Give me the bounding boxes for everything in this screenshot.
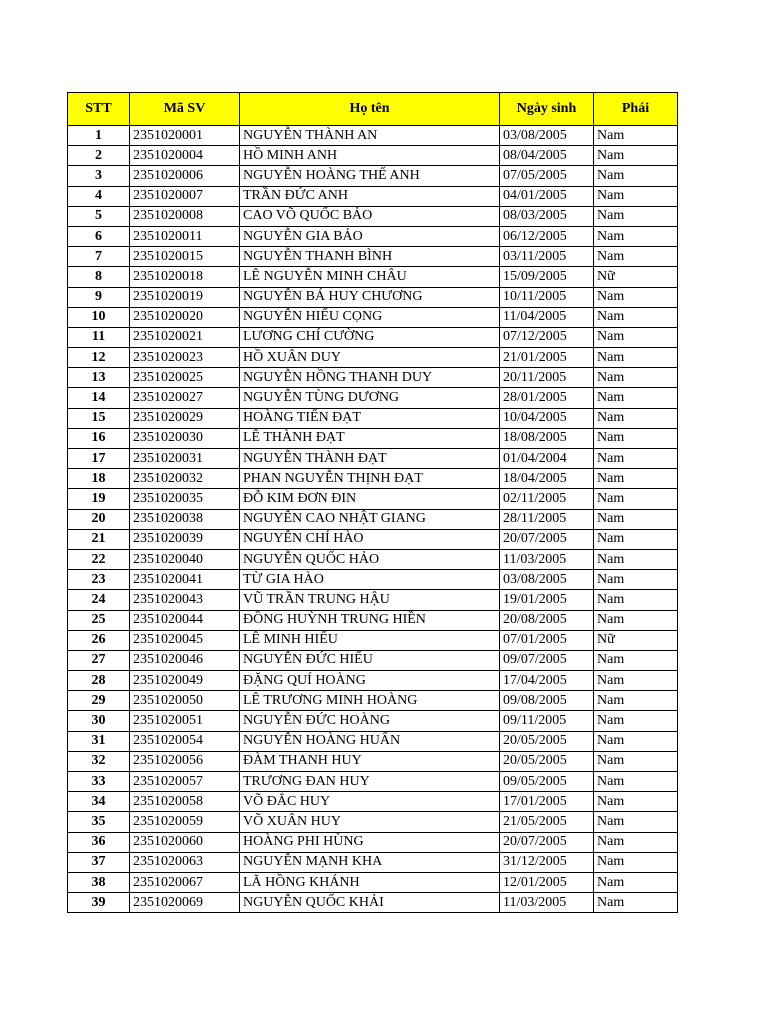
row-student-id: 2351020027	[130, 388, 240, 408]
row-gender: Nam	[594, 731, 678, 751]
row-student-id: 2351020059	[130, 812, 240, 832]
table-row	[68, 832, 678, 852]
row-stt: 26	[68, 630, 130, 650]
row-stt: 29	[68, 691, 130, 711]
row-gender: Nam	[594, 388, 678, 408]
row-student-id: 2351020011	[130, 226, 240, 246]
row-student-id: 2351020046	[130, 650, 240, 670]
row-gender: Nam	[594, 772, 678, 792]
row-birth-date: 11/04/2005	[500, 307, 594, 327]
row-stt: 37	[68, 852, 130, 872]
table-row	[68, 226, 678, 246]
table-row	[68, 610, 678, 630]
row-full-name: TỪ GIA HÀO	[240, 570, 500, 590]
table-row	[68, 408, 678, 428]
row-full-name: HỒ XUÂN DUY	[240, 348, 500, 368]
row-birth-date: 09/05/2005	[500, 772, 594, 792]
row-birth-date: 20/07/2005	[500, 529, 594, 549]
row-student-id: 2351020035	[130, 489, 240, 509]
row-gender: Nam	[594, 792, 678, 812]
row-student-id: 2351020008	[130, 206, 240, 226]
row-full-name: LÊ NGUYỄN MINH CHÂU	[240, 267, 500, 287]
row-full-name: NGUYỄN CAO NHẬT GIANG	[240, 509, 500, 529]
table-row	[68, 570, 678, 590]
row-stt: 38	[68, 872, 130, 892]
header-stt: STT	[68, 93, 130, 126]
row-full-name: ĐÀM THANH HUY	[240, 751, 500, 771]
row-gender: Nam	[594, 449, 678, 469]
row-stt: 19	[68, 489, 130, 509]
table-row	[68, 731, 678, 751]
table-row	[68, 267, 678, 287]
row-birth-date: 15/09/2005	[500, 267, 594, 287]
row-birth-date: 11/03/2005	[500, 893, 594, 913]
row-stt: 20	[68, 509, 130, 529]
row-full-name: VÕ ĐẮC HUY	[240, 792, 500, 812]
row-full-name: HOÀNG TIẾN ĐẠT	[240, 408, 500, 428]
row-full-name: NGUYỄN ĐỨC HOÀNG	[240, 711, 500, 731]
table-row	[68, 449, 678, 469]
row-stt: 1	[68, 126, 130, 146]
table-row	[68, 186, 678, 206]
row-gender: Nam	[594, 469, 678, 489]
table-row	[68, 307, 678, 327]
row-student-id: 2351020054	[130, 731, 240, 751]
row-full-name: LÊ TRƯƠNG MINH HOÀNG	[240, 691, 500, 711]
row-birth-date: 20/07/2005	[500, 832, 594, 852]
row-full-name: NGUYỄN QUỐC HẢO	[240, 549, 500, 569]
row-student-id: 2351020056	[130, 751, 240, 771]
table-row	[68, 146, 678, 166]
row-gender: Nam	[594, 872, 678, 892]
row-student-id: 2351020006	[130, 166, 240, 186]
row-birth-date: 10/04/2005	[500, 408, 594, 428]
row-gender: Nữ	[594, 267, 678, 287]
row-student-id: 2351020018	[130, 267, 240, 287]
row-stt: 16	[68, 428, 130, 448]
row-full-name: NGUYỄN THÀNH AN	[240, 126, 500, 146]
row-gender: Nam	[594, 287, 678, 307]
row-stt: 13	[68, 368, 130, 388]
table-row	[68, 126, 678, 146]
row-gender: Nam	[594, 549, 678, 569]
row-gender: Nam	[594, 368, 678, 388]
row-birth-date: 09/08/2005	[500, 691, 594, 711]
row-birth-date: 07/12/2005	[500, 327, 594, 347]
row-full-name: NGUYỄN HOÀNG THẾ ANH	[240, 166, 500, 186]
row-student-id: 2351020069	[130, 893, 240, 913]
row-full-name: NGUYỄN ĐỨC HIẾU	[240, 650, 500, 670]
row-birth-date: 17/01/2005	[500, 792, 594, 812]
row-student-id: 2351020015	[130, 247, 240, 267]
row-student-id: 2351020043	[130, 590, 240, 610]
row-gender: Nam	[594, 590, 678, 610]
row-birth-date: 20/08/2005	[500, 610, 594, 630]
row-stt: 8	[68, 267, 130, 287]
row-stt: 5	[68, 206, 130, 226]
table-row	[68, 489, 678, 509]
row-student-id: 2351020050	[130, 691, 240, 711]
row-full-name: NGUYỄN BÁ HUY CHƯƠNG	[240, 287, 500, 307]
row-birth-date: 09/11/2005	[500, 711, 594, 731]
row-student-id: 2351020029	[130, 408, 240, 428]
row-birth-date: 03/08/2005	[500, 570, 594, 590]
row-student-id: 2351020032	[130, 469, 240, 489]
row-student-id: 2351020060	[130, 832, 240, 852]
row-birth-date: 21/05/2005	[500, 812, 594, 832]
row-full-name: CAO VÕ QUỐC BẢO	[240, 206, 500, 226]
row-student-id: 2351020001	[130, 126, 240, 146]
row-gender: Nữ	[594, 630, 678, 650]
row-stt: 21	[68, 529, 130, 549]
row-birth-date: 17/04/2005	[500, 671, 594, 691]
row-gender: Nam	[594, 307, 678, 327]
row-student-id: 2351020031	[130, 449, 240, 469]
row-full-name: NGUYỄN QUỐC KHẢI	[240, 893, 500, 913]
row-student-id: 2351020025	[130, 368, 240, 388]
row-full-name: VÕ XUÂN HUY	[240, 812, 500, 832]
table-row	[68, 792, 678, 812]
row-birth-date: 20/05/2005	[500, 751, 594, 771]
row-stt: 17	[68, 449, 130, 469]
row-stt: 3	[68, 166, 130, 186]
row-full-name: TRẦN ĐỨC ANH	[240, 186, 500, 206]
row-birth-date: 21/01/2005	[500, 348, 594, 368]
row-birth-date: 04/01/2005	[500, 186, 594, 206]
row-student-id: 2351020057	[130, 772, 240, 792]
row-full-name: NGUYỄN THANH BÌNH	[240, 247, 500, 267]
table-row	[68, 529, 678, 549]
table-row	[68, 428, 678, 448]
row-birth-date: 07/05/2005	[500, 166, 594, 186]
row-gender: Nam	[594, 529, 678, 549]
row-stt: 35	[68, 812, 130, 832]
row-full-name: NGUYỄN GIA BẢO	[240, 226, 500, 246]
row-stt: 23	[68, 570, 130, 590]
row-full-name: HỒ MINH ANH	[240, 146, 500, 166]
row-student-id: 2351020039	[130, 529, 240, 549]
row-gender: Nam	[594, 186, 678, 206]
row-birth-date: 09/07/2005	[500, 650, 594, 670]
row-gender: Nam	[594, 671, 678, 691]
row-birth-date: 20/11/2005	[500, 368, 594, 388]
row-full-name: NGUYỄN MẠNH KHA	[240, 852, 500, 872]
row-student-id: 2351020067	[130, 872, 240, 892]
row-birth-date: 07/01/2005	[500, 630, 594, 650]
table-row	[68, 893, 678, 913]
row-birth-date: 28/11/2005	[500, 509, 594, 529]
row-full-name: TRƯƠNG ĐAN HUY	[240, 772, 500, 792]
table-header	[68, 93, 678, 126]
row-birth-date: 11/03/2005	[500, 549, 594, 569]
row-stt: 28	[68, 671, 130, 691]
table-row	[68, 691, 678, 711]
table-row	[68, 509, 678, 529]
row-stt: 7	[68, 247, 130, 267]
table-row	[68, 671, 678, 691]
row-gender: Nam	[594, 126, 678, 146]
row-stt: 27	[68, 650, 130, 670]
row-gender: Nam	[594, 751, 678, 771]
table-row	[68, 166, 678, 186]
row-gender: Nam	[594, 852, 678, 872]
row-stt: 14	[68, 388, 130, 408]
row-student-id: 2351020007	[130, 186, 240, 206]
table-row	[68, 630, 678, 650]
row-stt: 24	[68, 590, 130, 610]
row-birth-date: 19/01/2005	[500, 590, 594, 610]
row-gender: Nam	[594, 247, 678, 267]
row-gender: Nam	[594, 570, 678, 590]
row-birth-date: 06/12/2005	[500, 226, 594, 246]
table-row	[68, 812, 678, 832]
row-gender: Nam	[594, 428, 678, 448]
table-row	[68, 872, 678, 892]
row-full-name: NGUYỄN THÀNH ĐẠT	[240, 449, 500, 469]
table-row	[68, 388, 678, 408]
row-full-name: LƯƠNG CHÍ CƯỜNG	[240, 327, 500, 347]
row-student-id: 2351020020	[130, 307, 240, 327]
row-birth-date: 02/11/2005	[500, 489, 594, 509]
row-full-name: LÃ HỒNG KHÁNH	[240, 872, 500, 892]
table-row	[68, 852, 678, 872]
header-row	[68, 93, 678, 126]
row-birth-date: 03/11/2005	[500, 247, 594, 267]
row-stt: 6	[68, 226, 130, 246]
row-birth-date: 20/05/2005	[500, 731, 594, 751]
row-birth-date: 03/08/2005	[500, 126, 594, 146]
row-birth-date: 10/11/2005	[500, 287, 594, 307]
row-gender: Nam	[594, 146, 678, 166]
row-student-id: 2351020021	[130, 327, 240, 347]
row-birth-date: 01/04/2004	[500, 449, 594, 469]
header-student-id: Mã SV	[130, 93, 240, 126]
row-birth-date: 31/12/2005	[500, 852, 594, 872]
row-stt: 2	[68, 146, 130, 166]
student-roster-table	[67, 92, 678, 913]
row-gender: Nam	[594, 812, 678, 832]
table-row	[68, 469, 678, 489]
row-gender: Nam	[594, 166, 678, 186]
row-birth-date: 28/01/2005	[500, 388, 594, 408]
row-stt: 25	[68, 610, 130, 630]
row-birth-date: 18/08/2005	[500, 428, 594, 448]
row-gender: Nam	[594, 691, 678, 711]
row-full-name: LÊ MINH HIẾU	[240, 630, 500, 650]
row-full-name: HOÀNG PHI HÙNG	[240, 832, 500, 852]
row-student-id: 2351020041	[130, 570, 240, 590]
row-stt: 22	[68, 549, 130, 569]
row-gender: Nam	[594, 711, 678, 731]
row-stt: 32	[68, 751, 130, 771]
table-row	[68, 327, 678, 347]
table-row	[68, 247, 678, 267]
table-row	[68, 549, 678, 569]
row-student-id: 2351020044	[130, 610, 240, 630]
row-student-id: 2351020063	[130, 852, 240, 872]
row-student-id: 2351020019	[130, 287, 240, 307]
row-full-name: NGUYỄN HOÀNG HUẤN	[240, 731, 500, 751]
table-row	[68, 772, 678, 792]
row-student-id: 2351020045	[130, 630, 240, 650]
header-full-name: Họ tên	[240, 93, 500, 126]
table-row	[68, 751, 678, 771]
row-gender: Nam	[594, 832, 678, 852]
table-row	[68, 711, 678, 731]
table-row	[68, 590, 678, 610]
row-stt: 10	[68, 307, 130, 327]
row-stt: 39	[68, 893, 130, 913]
table-row	[68, 348, 678, 368]
row-stt: 31	[68, 731, 130, 751]
row-stt: 15	[68, 408, 130, 428]
row-stt: 36	[68, 832, 130, 852]
table-row	[68, 287, 678, 307]
row-stt: 11	[68, 327, 130, 347]
row-full-name: ĐẶNG QUÍ HOÀNG	[240, 671, 500, 691]
row-student-id: 2351020049	[130, 671, 240, 691]
row-gender: Nam	[594, 610, 678, 630]
row-student-id: 2351020023	[130, 348, 240, 368]
row-full-name: VŨ TRẦN TRUNG HẬU	[240, 590, 500, 610]
row-birth-date: 08/03/2005	[500, 206, 594, 226]
row-gender: Nam	[594, 327, 678, 347]
row-stt: 9	[68, 287, 130, 307]
row-full-name: LÊ THÀNH ĐẠT	[240, 428, 500, 448]
row-birth-date: 08/04/2005	[500, 146, 594, 166]
row-gender: Nam	[594, 650, 678, 670]
row-birth-date: 18/04/2005	[500, 469, 594, 489]
row-student-id: 2351020030	[130, 428, 240, 448]
row-gender: Nam	[594, 226, 678, 246]
header-birth-date: Ngày sinh	[500, 93, 594, 126]
row-gender: Nam	[594, 489, 678, 509]
table-row	[68, 206, 678, 226]
row-student-id: 2351020040	[130, 549, 240, 569]
row-student-id: 2351020004	[130, 146, 240, 166]
row-full-name: NGUYỄN HỒNG THANH DUY	[240, 368, 500, 388]
row-stt: 30	[68, 711, 130, 731]
row-full-name: ĐỒNG HUỲNH TRUNG HIỀN	[240, 610, 500, 630]
row-gender: Nam	[594, 206, 678, 226]
row-birth-date: 12/01/2005	[500, 872, 594, 892]
row-stt: 33	[68, 772, 130, 792]
table-row	[68, 650, 678, 670]
row-stt: 18	[68, 469, 130, 489]
table-row	[68, 368, 678, 388]
row-full-name: ĐỖ KIM ĐƠN ĐIN	[240, 489, 500, 509]
row-student-id: 2351020051	[130, 711, 240, 731]
row-stt: 12	[68, 348, 130, 368]
row-full-name: PHAN NGUYỄN THỊNH ĐẠT	[240, 469, 500, 489]
row-stt: 34	[68, 792, 130, 812]
row-full-name: NGUYỄN HIẾU CỌNG	[240, 307, 500, 327]
row-gender: Nam	[594, 893, 678, 913]
row-gender: Nam	[594, 348, 678, 368]
row-stt: 4	[68, 186, 130, 206]
row-gender: Nam	[594, 509, 678, 529]
row-student-id: 2351020038	[130, 509, 240, 529]
header-gender: Phái	[594, 93, 678, 126]
table-body	[68, 126, 678, 913]
row-full-name: NGUYỄN CHÍ HÀO	[240, 529, 500, 549]
row-full-name: NGUYỄN TÙNG DƯƠNG	[240, 388, 500, 408]
row-student-id: 2351020058	[130, 792, 240, 812]
row-gender: Nam	[594, 408, 678, 428]
